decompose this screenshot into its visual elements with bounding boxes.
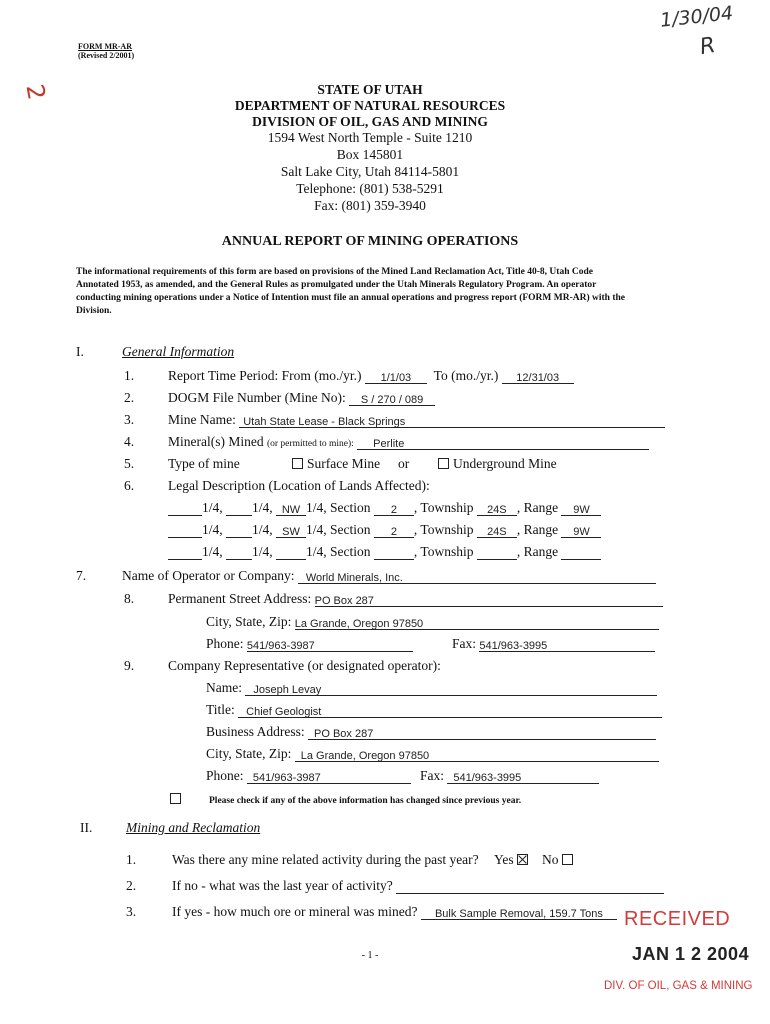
form-revision: (Revised 2/2001) bbox=[78, 51, 135, 60]
item4-row bbox=[168, 434, 649, 450]
item4-sublabel: (or permitted to mine): bbox=[266, 439, 354, 449]
item7-label: Name of Operator or Company: bbox=[122, 568, 295, 583]
header-division: DIVISION OF OIL, GAS AND MINING bbox=[252, 114, 488, 129]
item2-label: DOGM File Number (Mine No): bbox=[168, 390, 346, 405]
header-fax: Fax: (801) 359-3940 bbox=[314, 198, 426, 213]
minerals-field[interactable]: Perlite bbox=[357, 436, 649, 450]
rep-city-row bbox=[206, 746, 659, 762]
quarter1-field[interactable] bbox=[168, 524, 202, 538]
received-stamp-date: JAN 1 2 2004 bbox=[632, 944, 750, 964]
item3-label: Mine Name: bbox=[168, 412, 236, 427]
item7-row bbox=[122, 568, 656, 584]
ore-mined-field[interactable]: Bulk Sample Removal, 159.7 Tons bbox=[421, 906, 617, 920]
township-field[interactable]: 24S bbox=[477, 524, 517, 538]
rep-fax-field[interactable]: 541/963-3995 bbox=[447, 770, 599, 784]
item8-number: 8. bbox=[124, 591, 135, 606]
company-city-field[interactable]: La Grande, Oregon 97850 bbox=[295, 616, 659, 630]
q2-label: If no - what was the last year of activity? bbox=[172, 878, 393, 893]
header-telephone: Telephone: (801) 538-5291 bbox=[296, 181, 444, 196]
rep-address-field[interactable]: PO Box 287 bbox=[308, 726, 656, 740]
item8-label: Permanent Street Address: bbox=[168, 591, 312, 606]
handwritten-date: 1/30/04 bbox=[659, 2, 735, 32]
rep-city-label: City, State, Zip: bbox=[206, 746, 292, 761]
q3-number: 3. bbox=[126, 904, 137, 919]
report-to-field[interactable]: 12/31/03 bbox=[502, 370, 574, 384]
item6-label: Legal Description (Location of Lands Affected): bbox=[168, 478, 430, 493]
item1-number: 1. bbox=[124, 368, 135, 383]
mine-number-field[interactable]: S / 270 / 089 bbox=[349, 392, 435, 406]
company-phone-label: Phone: bbox=[206, 636, 244, 651]
item5-label: Type of mine bbox=[168, 456, 240, 471]
range-field[interactable] bbox=[561, 546, 601, 560]
header-address: 1594 West North Temple - Suite 1210 bbox=[267, 130, 473, 145]
rep-name-field[interactable]: Joseph Levay bbox=[245, 682, 657, 696]
item1-to-label: To (mo./yr.) bbox=[433, 368, 499, 383]
rep-name-row bbox=[206, 680, 657, 696]
rep-title-label: Title: bbox=[206, 702, 235, 717]
activity-yes-checkbox[interactable] bbox=[517, 854, 528, 865]
intro-paragraph: The informational requirements of this form are based on provisions of the Mined Land Reclamation Act, Title 40-8, Utah Code Annotated 1953, as amended, and the General Rules as promulgated under the Utah Minerals Regulatory Program. An operator conducting mining operations under a Notice of Intention must file an annual operations and progress report (FORM MR-AR) with the Division. bbox=[76, 267, 625, 316]
street-address-field[interactable]: PO Box 287 bbox=[315, 593, 663, 607]
item7-number: 7. bbox=[76, 568, 87, 583]
surface-mine-option[interactable]: Surface Mine bbox=[292, 456, 380, 472]
quarter3-field[interactable]: SW bbox=[276, 524, 306, 538]
handwritten-margin-mark: 2 bbox=[20, 82, 51, 102]
item3-number: 3. bbox=[124, 412, 135, 427]
quarter2-field[interactable] bbox=[226, 524, 252, 538]
header-state: STATE OF UTAH bbox=[317, 82, 423, 97]
company-phone-row bbox=[206, 636, 413, 652]
form-title: ANNUAL REPORT OF MINING OPERATIONS bbox=[221, 234, 519, 249]
section2-number: II. bbox=[80, 820, 93, 835]
header-city: Salt Lake City, Utah 84114-5801 bbox=[280, 164, 460, 179]
underground-mine-checkbox[interactable] bbox=[438, 458, 449, 469]
quarter2-field[interactable] bbox=[226, 502, 252, 516]
rep-fax-row bbox=[420, 768, 599, 784]
rep-address-row bbox=[206, 724, 656, 740]
legal-row: 1/4, 1/4, SW 1/4, Section 2 , Township 24S , Range 9W bbox=[168, 522, 601, 538]
rep-title-row bbox=[206, 702, 662, 718]
range-field[interactable]: 9W bbox=[561, 524, 601, 538]
company-fax-field[interactable]: 541/963-3995 bbox=[479, 638, 655, 652]
q2-number: 2. bbox=[126, 878, 137, 893]
handwritten-initials: R bbox=[697, 32, 718, 61]
q3-row bbox=[172, 904, 617, 920]
legal-row: 1/4, 1/4, NW 1/4, Section 2 , Township 24S , Range 9W bbox=[168, 500, 601, 516]
header-box: Box 145801 bbox=[336, 147, 404, 162]
item4-label: Mineral(s) Mined bbox=[168, 434, 264, 449]
quarter1-field[interactable] bbox=[168, 502, 202, 516]
company-fax-row bbox=[452, 636, 655, 652]
item2-number: 2. bbox=[124, 390, 135, 405]
range-field[interactable]: 9W bbox=[561, 502, 601, 516]
township-field[interactable] bbox=[477, 546, 517, 560]
rep-phone-label: Phone: bbox=[206, 768, 244, 783]
header-department: DEPARTMENT OF NATURAL RESOURCES bbox=[234, 98, 506, 113]
quarter2-field[interactable] bbox=[226, 546, 252, 560]
page-number: - 1 - bbox=[361, 950, 379, 961]
last-activity-year-field[interactable] bbox=[396, 880, 664, 894]
rep-address-label: Business Address: bbox=[206, 724, 305, 739]
item3-row bbox=[168, 412, 665, 428]
activity-yes-option[interactable]: Yes bbox=[494, 852, 532, 868]
quarter1-field[interactable] bbox=[168, 546, 202, 560]
mine-name-field[interactable]: Utah State Lease - Black Springs bbox=[239, 414, 665, 428]
item6-number: 6. bbox=[124, 478, 135, 493]
item1-row bbox=[168, 368, 574, 384]
legal-row: 1/4, 1/4, 1/4, Section , Township , Range bbox=[168, 544, 601, 560]
rep-name-label: Name: bbox=[206, 680, 242, 695]
item9-label: Company Representative (or designated operator): bbox=[168, 658, 441, 673]
info-changed-row bbox=[170, 790, 521, 808]
activity-no-option[interactable]: No bbox=[542, 852, 577, 868]
report-from-field[interactable]: 1/1/03 bbox=[365, 370, 427, 384]
received-stamp-division: DIV. OF OIL, GAS & MINING bbox=[604, 980, 753, 992]
company-city-label: City, State, Zip: bbox=[206, 614, 292, 629]
q2-row bbox=[172, 878, 664, 894]
item5-number: 5. bbox=[124, 456, 135, 471]
activity-no-checkbox[interactable] bbox=[562, 854, 573, 865]
quarter3-field[interactable]: NW bbox=[276, 502, 306, 516]
quarter3-field[interactable] bbox=[276, 546, 306, 560]
section1-title: General Information bbox=[122, 344, 235, 359]
section-field[interactable]: 2 bbox=[374, 502, 414, 516]
rep-city-field[interactable]: La Grande, Oregon 97850 bbox=[295, 748, 659, 762]
section-field[interactable] bbox=[374, 546, 414, 560]
section2-title: Mining and Reclamation bbox=[126, 820, 261, 835]
q1-number: 1. bbox=[126, 852, 137, 867]
section-field[interactable]: 2 bbox=[374, 524, 414, 538]
section1-number: I. bbox=[76, 344, 84, 359]
company-city-row bbox=[206, 614, 659, 630]
item4-number: 4. bbox=[124, 434, 135, 449]
rep-title-field[interactable]: Chief Geologist bbox=[238, 704, 662, 718]
q1-label: Was there any mine related activity during the past year? bbox=[172, 852, 479, 867]
item8-row bbox=[168, 591, 663, 607]
info-changed-checkbox[interactable] bbox=[170, 793, 181, 804]
township-field[interactable]: 24S bbox=[477, 502, 517, 516]
received-stamp-title: RECEIVED bbox=[624, 908, 731, 930]
q3-label: If yes - how much ore or mineral was mined? bbox=[172, 904, 418, 919]
rep-phone-field[interactable]: 541/963-3987 bbox=[247, 770, 411, 784]
item1-label: Report Time Period: From (mo./yr.) bbox=[168, 368, 362, 383]
rep-phone-row bbox=[206, 768, 411, 784]
item2-row bbox=[168, 390, 435, 406]
company-phone-field[interactable]: 541/963-3987 bbox=[247, 638, 413, 652]
rep-fax-label: Fax: bbox=[420, 768, 445, 783]
form-number: FORM MR-AR bbox=[78, 42, 132, 51]
item5-or: or bbox=[398, 456, 410, 471]
underground-mine-option[interactable]: Underground Mine bbox=[438, 456, 557, 472]
operator-field[interactable]: World Minerals, Inc. bbox=[298, 570, 656, 584]
item9-number: 9. bbox=[124, 658, 135, 673]
surface-mine-checkbox[interactable] bbox=[292, 458, 303, 469]
company-fax-label: Fax: bbox=[452, 636, 477, 651]
info-changed-note: Please check if any of the above information has changed since previous year. bbox=[209, 796, 522, 806]
